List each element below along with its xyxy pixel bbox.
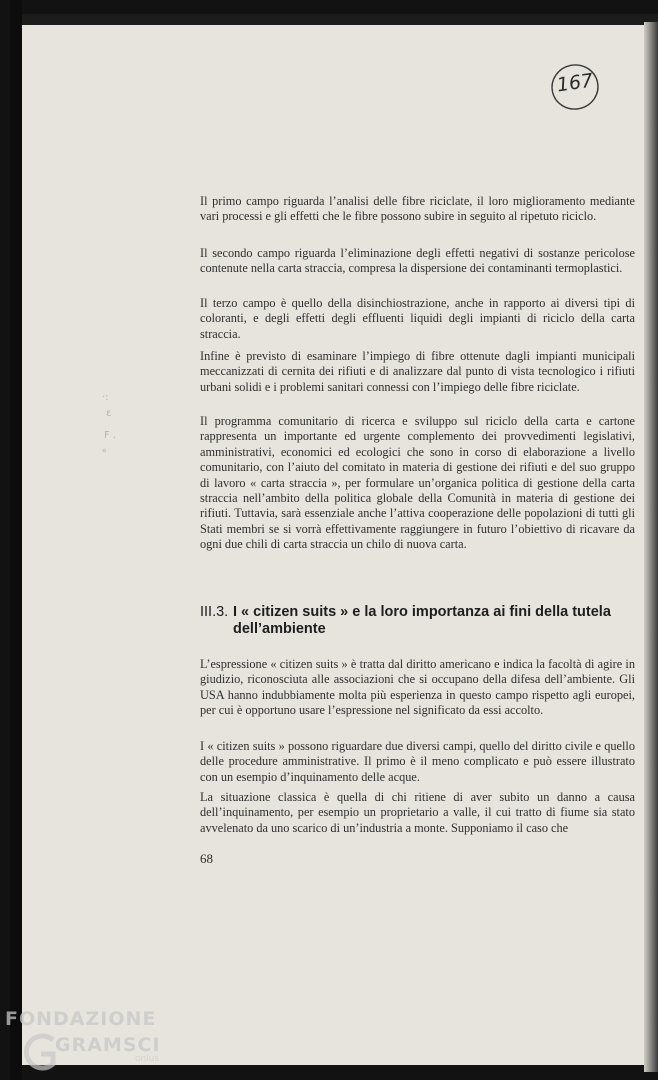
paragraph: La situazione classica è quella di chi ritiene di aver subito un danno a causa dell’inquinamento, per esempio un proprietario a valle, il cui tratto di fiume sia stato avvelenato da uno scarico di un’industria a monte. Supponiamo il caso che — [200, 790, 635, 835]
watermark-line2: GRAMSCI — [55, 1034, 161, 1056]
margin-smudges: ·: ɛ F . ⚬ — [100, 392, 117, 457]
paragraph: I « citizen suits » possono riguardare due diversi campi, quello del diritto civile e quello delle procedure amministrative. Il primo è il meno complicato e può essere illustrato con un esempio d’inquinamento delle acque. — [200, 739, 635, 784]
page-binding-edge — [644, 22, 658, 1072]
paragraph: Il primo campo riguarda l’analisi delle fibre riciclate, il loro miglioramento mediante vari processi e gli effetti che le fibre possono subire in seguito al ripetuto riciclo. — [200, 194, 635, 224]
g-logo-icon — [23, 1030, 59, 1074]
paragraph: L’espressione « citizen suits » è tratta dal diritto americano e indica la facoltà di agire in giudizio, riconosciuta alle associazioni che si occupano della difesa dell’ambiente. Gli USA hanno indubbiamente molta più esperienza in questo campo rispetto agli europei, per cui è opportuno usare l’espressione nel significato da essi accolto. — [200, 657, 635, 718]
section-number: III.3. — [200, 604, 229, 620]
section-title-line2: dell’ambiente — [233, 621, 326, 637]
paragraph: Il programma comunitario di ricerca e sviluppo sul riciclo della carta e cartone rappresenta un importante ed urgente complemento dei provvedimenti legislativi, amministrativi, economici ed ecologici che sono in corso di elaborazione a livello comunitario, con l’aiuto del comitato in materia di gestione dei rifiuti e del suo gruppo di lavoro « carta straccia », per formulare un’organica politica di gestione della carta straccia nell’ambito della politica globale della Comunità in materia di gestione dei rifiuti. Tuttavia, sarà essenziale anche l’attiva cooperazione delle popolazioni di tutti gli Stati membri se si vorrà effettivamente raggiungere in futuro l’obiettivo di ricavare da ogni due chili di carta straccia un chilo di nuova carta. — [200, 414, 635, 552]
watermark-logo — [5, 1008, 175, 1078]
watermark-line1: FONDAZIONE — [5, 1008, 157, 1030]
section-heading — [200, 604, 640, 638]
paragraph: Il secondo campo riguarda l’eliminazione degli effetti negativi di sostanze pericolose contenute nella carta straccia, compresa la dispersione dei contaminanti termoplastici. — [200, 246, 635, 276]
scan-left-edge — [10, 0, 22, 1080]
paragraph: Il terzo campo è quello della disinchiostrazione, anche in rapporto ai diversi tipi di coloranti, e degli effetti degli effluenti liquidi degli impianti di riciclo della carta straccia. — [200, 296, 635, 341]
handwritten-number: 167 — [555, 69, 595, 97]
handwritten-page-number — [549, 60, 601, 112]
paragraph: Infine è previsto di esaminare l’impiego di fibre ottenute dagli impianti municipali meccanizzati di cernita dei rifiuti e di analizzare dal punto di vista tecnologico i rifiuti urbani solidi e i problemi sanitari connessi con l’impiego delle fibre riciclate. — [200, 349, 635, 394]
scan-top-edge — [22, 14, 658, 25]
section-title-line1: I « citizen suits » e la loro importanza ai fini della tutela — [233, 604, 611, 620]
footer-page-number: 68 — [200, 851, 213, 866]
watermark-line3: onlus — [135, 1054, 160, 1064]
